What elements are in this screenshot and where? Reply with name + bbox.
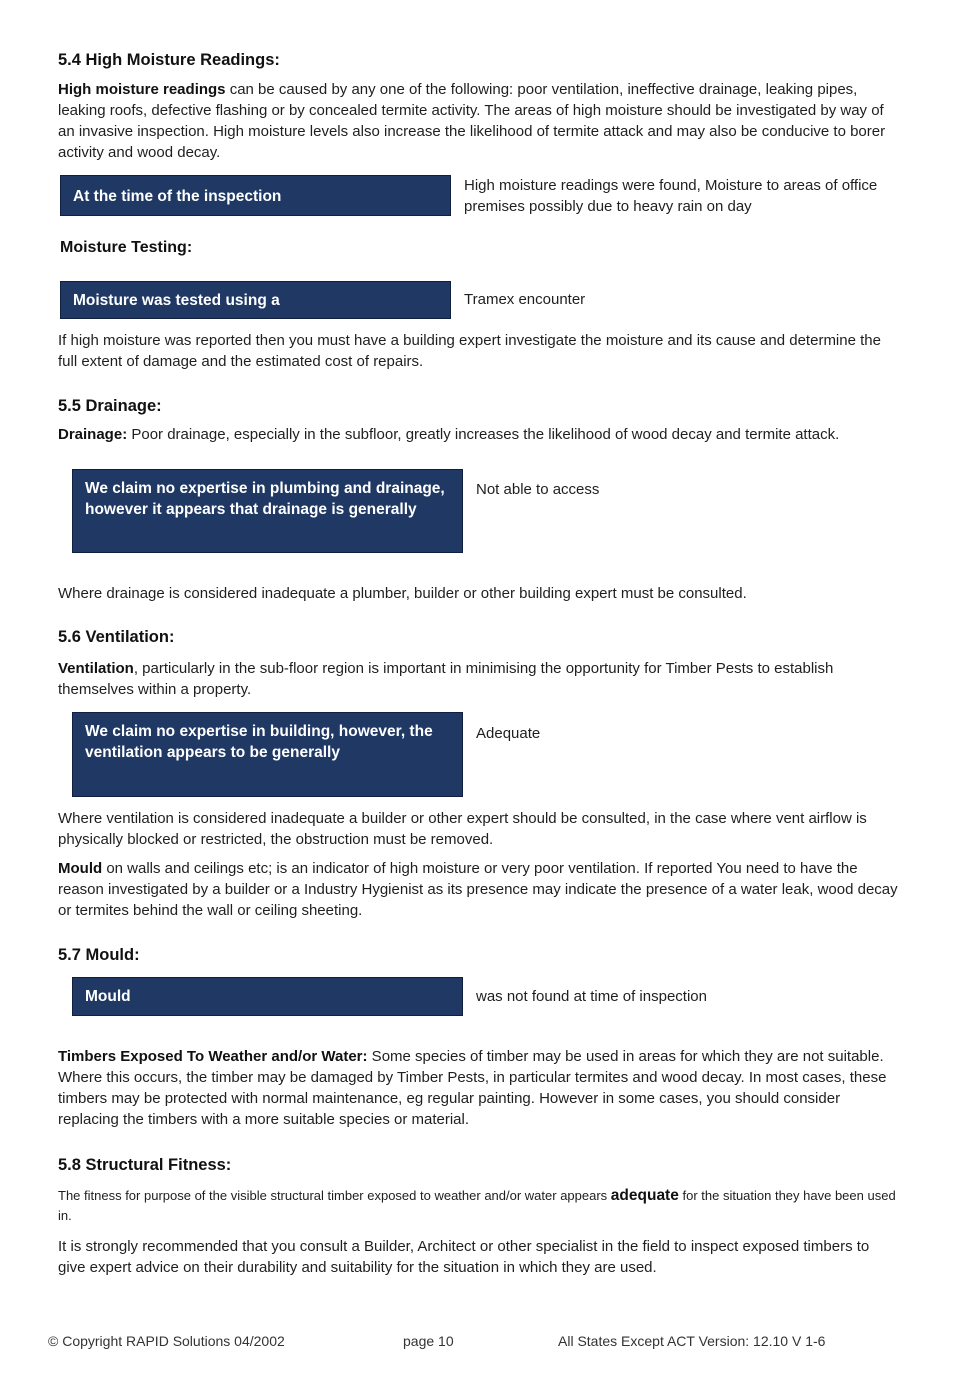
drainage-note: Where drainage is considered inadequate a plumber, builder or other building expert must be consulted. [58, 585, 747, 602]
ventilation-text: , particularly in the sub-floor region is important in minimising the opportunity for Timber Pests to establish themselves within a property. [58, 660, 834, 698]
high-moisture-bold-term: High moisture readings [58, 81, 226, 98]
section-5-4-heading: 5.4 High Moisture Readings: [58, 51, 280, 69]
inspection-time-label: At the time of the inspection [73, 188, 282, 205]
structural-fitness-paragraph [58, 1186, 898, 1226]
mould-paragraph [58, 858, 898, 921]
moisture-meter-value: Tramex encounter [464, 291, 586, 308]
high-moisture-result: High moisture readings were found, Moisture to areas of office premises possibly due to heavy rain on day [464, 177, 878, 215]
timbers-exposed-bold-term: Timbers Exposed To Weather and/or Water: [58, 1048, 368, 1065]
mould-text: on walls and ceilings etc; is an indicator of high moisture or very poor ventilation. If reported You need to have the reason investigated by a builder or a Industry Hygienist as its presence may indicate the presence of a water leak, wood decay or termites behind the wall or ceiling sheeting. [58, 860, 898, 919]
high-moisture-paragraph [58, 79, 898, 163]
high-moisture-note: If high moisture was reported then you must have a building expert investigate the moisture and its cause and determine the full extent of damage and the estimated cost of repairs. [58, 332, 881, 370]
structural-fitness-text-pre: The fitness for purpose of the visible structural timber exposed to weather and/or water appears [58, 1188, 611, 1203]
structural-fitness-value: adequate [610, 1187, 679, 1204]
section-5-5-heading: 5.5 Drainage: [58, 397, 162, 415]
ventilation-bold-term: Ventilation [58, 660, 134, 677]
moisture-testing-heading: Moisture Testing: [60, 239, 193, 256]
drainage-label: We claim no expertise in plumbing and drainage, however it appears that drainage is generally [85, 480, 445, 518]
timbers-exposed-paragraph [58, 1046, 898, 1130]
drainage-bold-term: Drainage: [58, 426, 128, 443]
section-5-6-heading: 5.6 Ventilation: [58, 628, 175, 646]
drainage-paragraph [58, 424, 898, 445]
moisture-tested-label-box [60, 281, 451, 319]
drainage-value: Not able to access [476, 481, 600, 498]
section-5-7-heading: 5.7 Mould: [58, 946, 140, 964]
mould-label: Mould [85, 988, 131, 1005]
mould-value: was not found at time of inspection [476, 988, 707, 1005]
mould-bold-term: Mould [58, 860, 103, 877]
ventilation-label-box [72, 712, 463, 797]
ventilation-value: Adequate [476, 725, 541, 742]
footer-page-number: page 10 [403, 1333, 454, 1349]
ventilation-note: Where ventilation is considered inadequate a builder or other expert should be consulted, in the case where vent airflow is physically blocked or restricted, the obstruction must be removed. [58, 810, 867, 848]
ventilation-label: We claim no expertise in building, however, the ventilation appears to be generally [85, 723, 433, 761]
high-moisture-text: can be caused by any one of the following: poor ventilation, ineffective drainage, leaking pipes, leaking roofs, defective flashing or by concealed termite activity. The areas of high moisture should be investigated by way of an invasive inspection. High moisture levels also increase the likelihood of termite attack and may also be conducive to borer activity and wood decay. [58, 81, 886, 161]
drainage-text: Poor drainage, especially in the subfloor, greatly increases the likelihood of wood decay and termite attack. [127, 426, 840, 443]
footer-copyright: © Copyright RAPID Solutions 04/2002 [48, 1333, 285, 1349]
mould-label-box [72, 977, 463, 1016]
drainage-label-box [72, 469, 463, 553]
section-5-8-heading: 5.8 Structural Fitness: [58, 1156, 232, 1174]
timbers-exposed-text: Some species of timber may be used in areas for which they are not suitable. Where this occurs, the timber may be damaged by Timber Pests, in particular termites and wood decay. In most cases, these timbers may be protected with normal maintenance, eg regular painting. However in some cases, you should consider replacing the timbers with a more suitable species or material. [58, 1048, 887, 1128]
moisture-tested-label: Moisture was tested using a [73, 292, 280, 309]
inspection-time-label-box [60, 175, 451, 216]
footer-version: All States Except ACT Version: 12.10 V 1-6 [558, 1333, 826, 1349]
structural-fitness-text-post: for the situation they have been used in. [58, 1188, 896, 1223]
ventilation-paragraph [58, 658, 898, 700]
specialist-recommendation: It is strongly recommended that you consult a Builder, Architect or other specialist in the field to inspect exposed timbers to give expert advice on their durability and suitability for the situation in which they are used. [58, 1238, 870, 1276]
